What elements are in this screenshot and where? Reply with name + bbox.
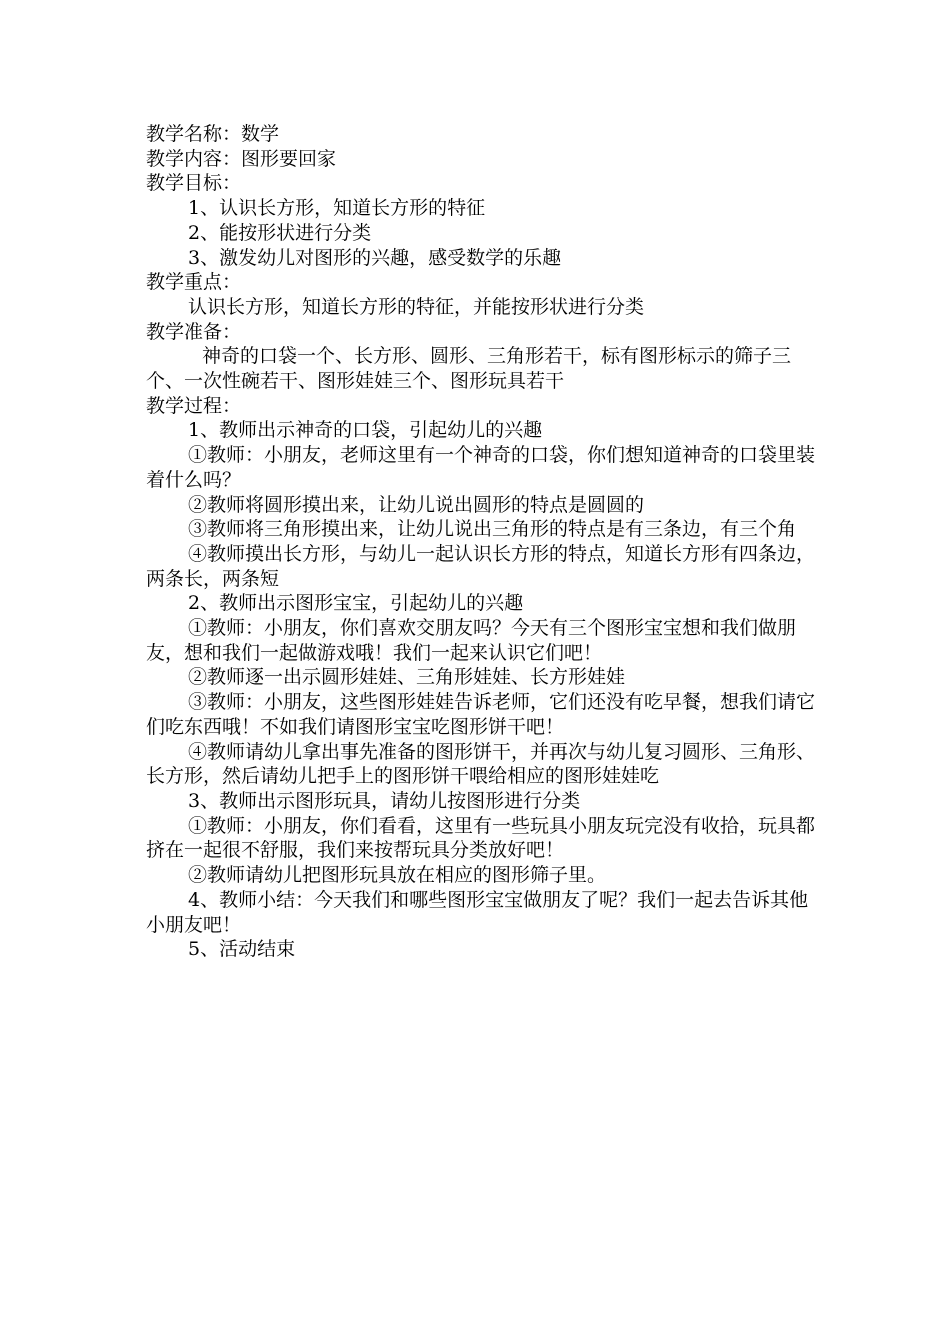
- doc-line: ①教师：小朋友，你们看看，这里有一些玩具小朋友玩完没有收拾，玩具都挤在一起很不舒服，我们来按帮玩具分类放好吧！: [146, 814, 816, 862]
- doc-line: ④教师请幼儿拿出事先准备的图形饼干，并再次与幼儿复习圆形、三角形、长方形，然后请幼儿把手上的图形饼干喂给相应的图形娃娃吃: [146, 740, 816, 788]
- doc-line: ①教师：小朋友，老师这里有一个神奇的口袋，你们想知道神奇的口袋里装着什么吗？: [146, 444, 816, 491]
- doc-line: 3、教师出示图形玩具，请幼儿按图形进行分类: [188, 789, 581, 812]
- doc-line: 5、活动结束: [188, 938, 296, 961]
- doc-line: 教学内容：图形要回家: [146, 147, 337, 170]
- doc-line: 教学准备：: [146, 320, 242, 343]
- doc-line: 4、教师小结：今天我们和哪些图形宝宝做朋友了呢？我们一起去告诉其他小朋友吧！: [146, 888, 809, 936]
- doc-line: ④教师摸出长方形，与幼儿一起认识长方形的特点，知道长方形有四条边，两条长，两条短: [146, 542, 816, 590]
- doc-line: 1、认识长方形，知道长方形的特征: [188, 197, 486, 220]
- doc-line: 教学过程：: [146, 394, 242, 417]
- lesson-plan-text: [146, 122, 818, 962]
- doc-line: ②教师将圆形摸出来，让幼儿说出圆形的特点是圆圆的: [188, 493, 645, 516]
- doc-line: 教学重点：: [146, 271, 242, 294]
- doc-line: ③教师将三角形摸出来，让幼儿说出三角形的特点是有三条边，有三个角: [188, 518, 797, 541]
- doc-line: 教学名称：数学: [146, 123, 280, 145]
- doc-line: 3、激发幼儿对图形的兴趣，感受数学的乐趣: [188, 246, 562, 269]
- doc-line: 教学目标：: [146, 172, 242, 195]
- doc-line: ②教师逐一出示圆形娃娃、三角形娃娃、长方形娃娃: [188, 666, 626, 689]
- doc-line: 1、教师出示神奇的口袋，引起幼儿的兴趣: [188, 419, 543, 442]
- doc-line: 2、能按形状进行分类: [188, 221, 372, 244]
- doc-line: 神奇的口袋一个、长方形、圆形、三角形若干，标有图形标示的筛子三个、一次性碗若干、图形娃娃三个、图形玩具若干: [146, 345, 792, 393]
- doc-line: 2、教师出示图形宝宝，引起幼儿的兴趣: [188, 592, 524, 615]
- doc-line: ①教师：小朋友，你们喜欢交朋友吗？今天有三个图形宝宝想和我们做朋友，想和我们一起做游戏哦！我们一起来认识它们吧！: [146, 617, 797, 664]
- doc-line: ③教师：小朋友，这些图形娃娃告诉老师，它们还没有吃早餐，想我们请它们吃东西哦！不如我们请图形宝宝吃图形饼干吧！: [146, 691, 816, 738]
- doc-line: 认识长方形，知道长方形的特征，并能按形状进行分类: [188, 295, 645, 318]
- doc-line: ②教师请幼儿把图形玩具放在相应的图形筛子里。: [188, 864, 607, 887]
